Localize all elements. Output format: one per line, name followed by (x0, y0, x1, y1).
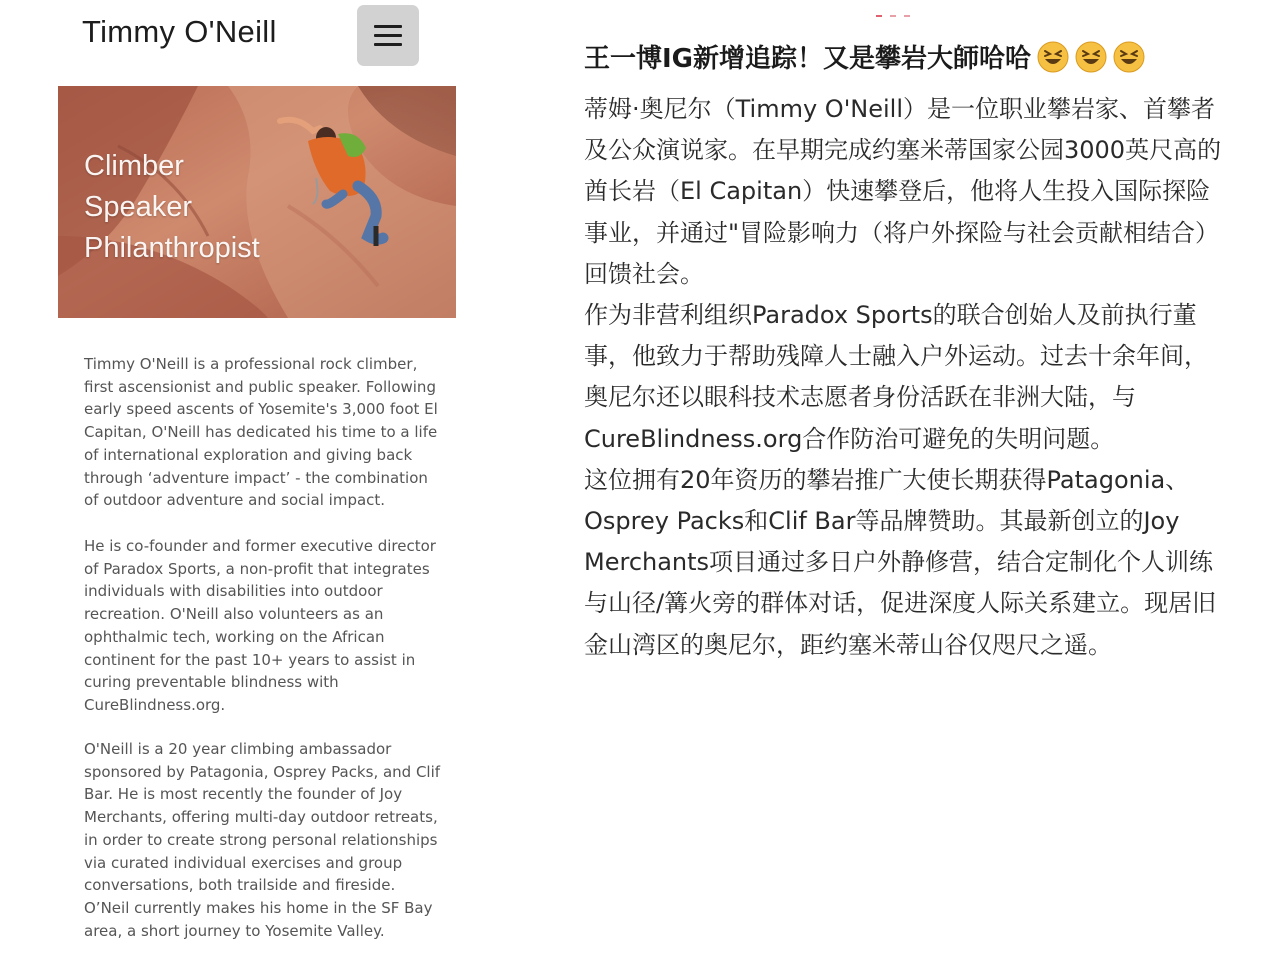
top-marks (876, 14, 916, 18)
hero-line-climber: Climber (84, 150, 184, 182)
menu-button[interactable] (357, 5, 419, 66)
bio-paragraph: He is co-founder and former executive director of Paradox Sports, a non-profit that integrates individuals with disabilities into outdoor recreation. O'Neill also volunteers as an ophthalmic tech, working on the African continent for the past 10+ years to assist in curing preventable blindness with CureBlindness.org. (84, 537, 436, 714)
hero-line-philanthropist: Philanthropist (84, 232, 260, 264)
hero-line-speaker: Speaker (84, 191, 193, 223)
post-title-text: 王一博IG新增追踪！又是攀岩大師哈哈 (584, 44, 1032, 74)
grinning-squinting-face-icon (1075, 41, 1107, 73)
grinning-squinting-face-icon (1037, 41, 1069, 73)
hero-image (58, 86, 456, 318)
grinning-squinting-face-icon (1113, 41, 1145, 73)
bio-paragraph: O'Neill is a 20 year climbing ambassador sponsored by Patagonia, Osprey Packs, and Clif Bar. He is most recently the founder of Joy Merchants, offering multi-day outdoor retreats, in order to create strong personal relationships via curated individual exercises and group conversations, both trailside and fireside. O’Neil currently makes his home in the SF Bay area, a short journey to Yosemite Valley. (84, 740, 441, 940)
post-paragraph: 作为非营利组织Paradox Sports的联合创始人及前执行董事，他致力于帮助残障人士融入户外运动。过去十余年间，奥尼尔还以眼科技术志愿者身份活跃在非洲大陆，与CureBlindness.org合作防治可避免的失明问题。 (584, 301, 1208, 453)
site-title[interactable]: Timmy O'Neill (82, 14, 277, 49)
post-paragraph: 蒂姆·奥尼尔（Timmy O'Neill）是一位职业攀岩家、首攀者及公众演说家。在早期完成约塞米蒂国家公园3000英尺高的酋长岩（El Capitan）快速攀登后，他将人生投入国际探险事业，并通过"冒险影响力（将户外探险与社会贡献相结合）回馈社会。 (584, 95, 1222, 288)
bio-paragraph: Timmy O'Neill is a professional rock climber, first ascensionist and public speaker. Following early speed ascents of Yosemite's 3,000 foot El Capitan, O'Neill has dedicated his time to a life of international exploration and giving back through ‘adventure impact’ - the combination of outdoor adventure and social impact. (84, 355, 438, 510)
post-title (584, 38, 1264, 75)
post-body (584, 89, 1224, 666)
post-paragraph: 这位拥有20年资历的攀岩推广大使长期获得Patagonia、Osprey Packs和Clif Bar等品牌赞助。其最新创立的Joy Merchants项目通过多日户外静修营，结合定制化个人训练与山径/篝火旁的群体对话，促进深度人际关系建立。现居旧金山湾区的奥尼尔，距约塞米蒂山谷仅咫尺之遥。 (584, 465, 1217, 659)
hamburger-menu-icon (357, 5, 419, 66)
